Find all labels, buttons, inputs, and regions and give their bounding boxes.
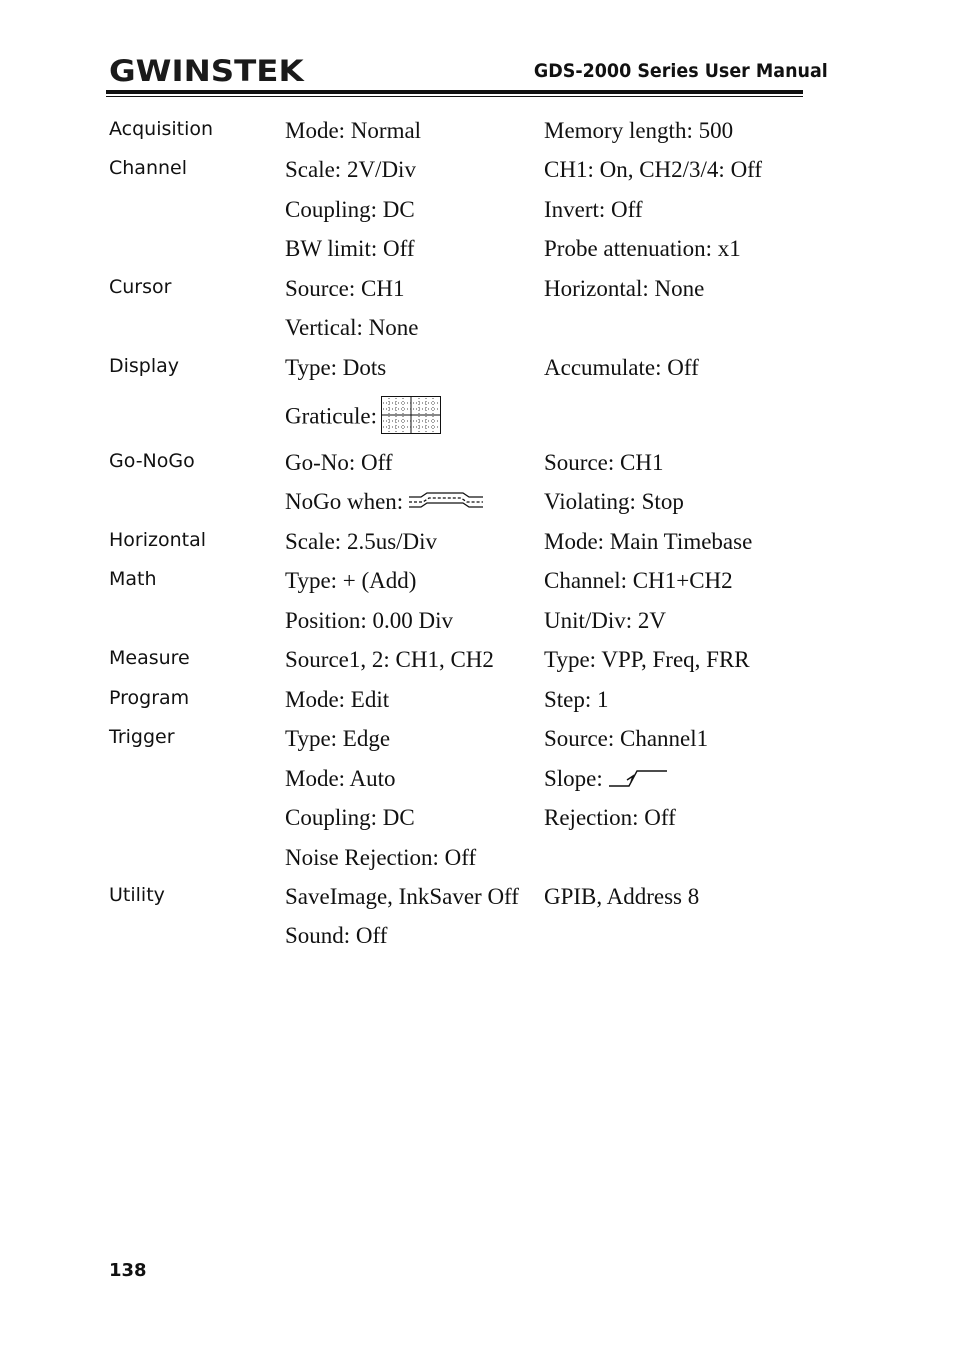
manual-title: GDS-2000 Series User Manual bbox=[533, 60, 828, 82]
table-row bbox=[0, 647, 954, 677]
setting-value-primary bbox=[285, 805, 415, 831]
table-row bbox=[0, 236, 954, 266]
header-rule-thin bbox=[106, 96, 803, 97]
setting-category: Measure bbox=[109, 647, 190, 669]
full-grid-graticule-icon bbox=[381, 396, 441, 440]
setting-value-secondary bbox=[544, 884, 699, 910]
table-row bbox=[0, 118, 954, 148]
table-row bbox=[0, 276, 954, 306]
setting-value-primary bbox=[285, 276, 404, 302]
setting-value-primary bbox=[285, 489, 485, 517]
setting-value-text: Vertical: None bbox=[285, 315, 419, 340]
table-row bbox=[0, 608, 954, 638]
setting-value-primary bbox=[285, 315, 418, 341]
setting-value-primary bbox=[285, 568, 416, 594]
table-row bbox=[0, 568, 954, 598]
setting-category: Go-NoGo bbox=[109, 450, 195, 472]
setting-value-secondary bbox=[544, 647, 750, 673]
rising-slope-icon bbox=[607, 767, 669, 795]
setting-value-primary bbox=[285, 726, 390, 752]
setting-value-text: Type: Dots bbox=[285, 355, 387, 380]
setting-value-text: Scale: 2V/Div bbox=[285, 157, 416, 182]
setting-value-primary bbox=[285, 157, 416, 183]
setting-value-primary bbox=[285, 197, 415, 223]
setting-value-text: Mode: Main Timebase bbox=[544, 529, 753, 554]
setting-value-secondary bbox=[544, 687, 609, 713]
setting-value-text: Type: Edge bbox=[285, 726, 391, 751]
setting-value-text: Rejection: Off bbox=[544, 805, 676, 830]
setting-value-text: Horizontal: None bbox=[544, 276, 705, 301]
setting-value-text: Probe attenuation: x1 bbox=[544, 236, 741, 261]
table-row bbox=[0, 766, 954, 796]
setting-value-primary bbox=[285, 608, 453, 634]
setting-value-primary bbox=[285, 923, 387, 949]
setting-category: Channel bbox=[109, 157, 188, 179]
setting-value-text: Mode: Auto bbox=[285, 766, 396, 791]
table-row bbox=[0, 726, 954, 756]
setting-category: Display bbox=[109, 355, 180, 377]
setting-value-secondary bbox=[544, 157, 762, 183]
setting-value-primary bbox=[285, 687, 389, 713]
setting-value-text: CH1: On, CH2/3/4: Off bbox=[544, 157, 763, 182]
setting-value-text: BW limit: Off bbox=[285, 236, 415, 261]
setting-value-secondary bbox=[544, 726, 708, 752]
setting-value-text: Mode: Normal bbox=[285, 118, 422, 143]
setting-value-secondary bbox=[544, 276, 704, 302]
table-row bbox=[0, 884, 954, 914]
setting-value-primary bbox=[285, 529, 437, 555]
table-row bbox=[0, 923, 954, 953]
table-row bbox=[0, 450, 954, 480]
setting-value-text: Memory length: 500 bbox=[544, 118, 734, 143]
setting-value-secondary bbox=[544, 118, 733, 144]
setting-value-primary bbox=[285, 766, 396, 792]
setting-category: Math bbox=[109, 568, 157, 590]
nogo-inside-limit-icon bbox=[407, 491, 485, 517]
setting-value-text: Source: Channel1 bbox=[544, 726, 709, 751]
setting-value-text: Source1, 2: CH1, CH2 bbox=[285, 647, 494, 672]
setting-value-secondary bbox=[544, 236, 741, 262]
setting-value-text: Position: 0.00 Div bbox=[285, 608, 454, 633]
setting-value-primary bbox=[285, 884, 519, 910]
setting-value-text: Violating: Stop bbox=[544, 489, 684, 514]
setting-value-text: Slope: bbox=[544, 766, 603, 791]
setting-value-secondary bbox=[544, 608, 666, 634]
setting-value-primary bbox=[285, 450, 393, 476]
setting-value-text: Type: + (Add) bbox=[285, 568, 417, 593]
setting-value-text: Coupling: DC bbox=[285, 197, 415, 222]
table-row bbox=[0, 687, 954, 717]
table-row bbox=[0, 845, 954, 875]
setting-value-primary bbox=[285, 845, 476, 871]
brand-logo: GWINSTEK bbox=[109, 54, 304, 88]
setting-value-text: Go-No: Off bbox=[285, 450, 393, 475]
setting-value-text: Channel: CH1+CH2 bbox=[544, 568, 733, 593]
setting-value-primary bbox=[285, 118, 421, 144]
table-row bbox=[0, 157, 954, 187]
setting-value-secondary bbox=[544, 766, 669, 795]
setting-value-secondary bbox=[544, 489, 684, 515]
table-row bbox=[0, 489, 954, 519]
setting-value-text: Mode: Edit bbox=[285, 687, 390, 712]
page-number: 138 bbox=[109, 1260, 147, 1281]
setting-value-text: Step: 1 bbox=[544, 687, 609, 712]
table-row bbox=[0, 197, 954, 227]
setting-value-primary bbox=[285, 236, 415, 262]
setting-value-text: SaveImage, InkSaver Off bbox=[285, 884, 519, 909]
setting-value-primary bbox=[285, 396, 441, 440]
setting-value-secondary bbox=[544, 805, 676, 831]
setting-value-text: Type: VPP, Freq, FRR bbox=[544, 647, 750, 672]
setting-value-text: Scale: 2.5us/Div bbox=[285, 529, 438, 554]
setting-value-secondary bbox=[544, 355, 699, 381]
setting-value-text: Accumulate: Off bbox=[544, 355, 699, 380]
setting-value-text: Source: CH1 bbox=[285, 276, 405, 301]
setting-value-text: Source: CH1 bbox=[544, 450, 664, 475]
setting-category: Utility bbox=[109, 884, 165, 906]
setting-value-text: GPIB, Address 8 bbox=[544, 884, 700, 909]
table-row bbox=[0, 355, 954, 385]
setting-category: Acquisition bbox=[109, 118, 214, 140]
setting-value-secondary bbox=[544, 197, 643, 223]
setting-value-text: Invert: Off bbox=[544, 197, 643, 222]
setting-category: Program bbox=[109, 687, 190, 709]
setting-category: Trigger bbox=[109, 726, 175, 748]
setting-value-text: Noise Rejection: Off bbox=[285, 845, 477, 870]
setting-category: Horizontal bbox=[109, 529, 207, 551]
table-row bbox=[0, 805, 954, 835]
setting-value-text: Unit/Div: 2V bbox=[544, 608, 667, 633]
table-row bbox=[0, 315, 954, 345]
setting-value-text: NoGo when: bbox=[285, 489, 404, 514]
header-rule-thick bbox=[106, 90, 803, 94]
setting-value-secondary bbox=[544, 450, 663, 476]
table-row bbox=[0, 529, 954, 559]
setting-value-secondary bbox=[544, 529, 752, 555]
setting-category: Cursor bbox=[109, 276, 172, 298]
setting-value-primary bbox=[285, 355, 386, 381]
table-row bbox=[0, 403, 954, 440]
setting-value-text: Graticule: bbox=[285, 403, 377, 429]
setting-value-text: Coupling: DC bbox=[285, 805, 415, 830]
setting-value-text: Sound: Off bbox=[285, 923, 388, 948]
setting-value-primary bbox=[285, 647, 494, 673]
setting-value-secondary bbox=[544, 568, 733, 594]
